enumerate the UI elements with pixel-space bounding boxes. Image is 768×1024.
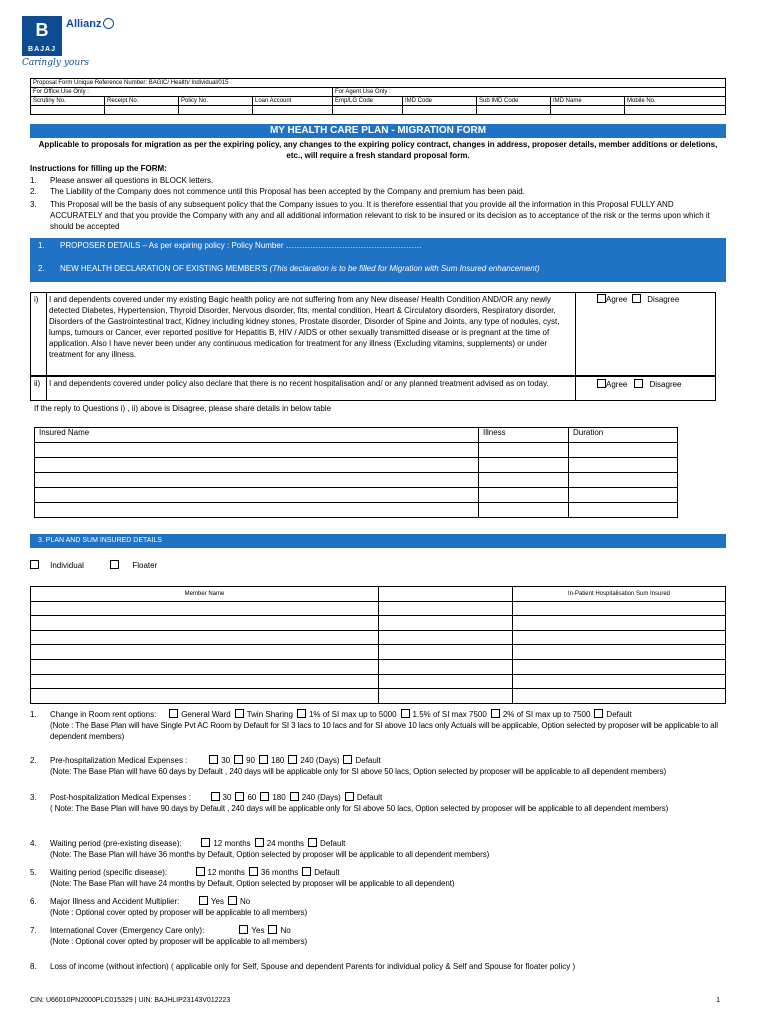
- ref-col-receipt: Receipt No.: [105, 97, 179, 106]
- disagree-label: Disagree: [649, 380, 682, 389]
- option-checkbox[interactable]: [302, 867, 311, 876]
- table-row: [35, 458, 678, 473]
- instructions-heading: Instructions for filling up the FORM:: [30, 164, 167, 173]
- option-checkbox[interactable]: [343, 755, 352, 764]
- section-3-bar: 3. PLAN AND SUM INSURED DETAILS: [30, 534, 726, 548]
- ref-col-policy: Policy No.: [179, 97, 253, 106]
- agent-use-label: For Agent Use Only :: [333, 88, 726, 97]
- ref-col-loan: Loan Account: [253, 97, 333, 106]
- logo-letter: B: [35, 20, 49, 40]
- option-checkbox[interactable]: [297, 709, 306, 718]
- table-row: [31, 630, 726, 645]
- individual-label: Individual: [50, 561, 84, 570]
- col-illness: Illness: [479, 428, 569, 443]
- office-use-label: For Office Use Only :: [31, 88, 333, 97]
- question-post-hospitalization: 3. Post-hospitalization Medical Expenses : 30 60 180 240 (Days) Default ( Note: The Base Plan will have 90 days by Default , 240 days will be applicable only for SI above 50 lacs, Option selected by proposer will be applicable to all dependent members): [30, 792, 730, 814]
- col-insured-name: Insured Name: [35, 428, 479, 443]
- table-row: [31, 689, 726, 704]
- no-checkbox[interactable]: [268, 925, 277, 934]
- question-label: Loss of income (without infection) ( applicable only for Self, Spouse and dependent Parents for individual policy & Self and Spouse for floater policy ): [50, 962, 576, 971]
- ref-col-subimd: Sub IMD Code: [477, 97, 551, 106]
- question-note: (Note : The Base Plan will have Single Pvt AC Room by Default for SI 3 lacs to 10 lacs and for SI above 10 lacs only Actuals will be applicable, Option selected by proposer will be applicable to all dependent members): [50, 721, 718, 741]
- option-checkbox[interactable]: [196, 867, 205, 876]
- question-pre-hospitalization: 2. Pre-hospitalization Medical Expenses : 30 90 180 240 (Days) Default (Note: The Base Plan will have 60 days by Default , 240 days will be applicable only for SI above 50 lacs, Option selected by proposer will be applicable to all dependent members): [30, 755, 730, 777]
- question-label: Waiting period (pre-existing disease):: [50, 839, 182, 848]
- floater-label: Floater: [132, 561, 158, 570]
- declaration-i: [30, 292, 716, 376]
- table-row: [35, 488, 678, 503]
- yes-checkbox[interactable]: [239, 925, 248, 934]
- table-row: [35, 503, 678, 518]
- member-table: [30, 586, 726, 704]
- agree-checkbox[interactable]: [597, 294, 606, 303]
- instruction-item: 3. This Proposal will be the basis of any subsequent policy that the Company issues to you. It is therefore essential that you provide all the information in this Proposal FULLY AND ACCURATELY and that you provide the Company with any and all additional information relevant to risk to be insured or its decision as to acceptance of the risk or the terms upon which it should be accepted: [30, 200, 710, 231]
- option-checkbox[interactable]: [345, 792, 354, 801]
- individual-option: [30, 560, 84, 570]
- declaration-number: i): [34, 295, 39, 304]
- option-checkbox[interactable]: [234, 755, 243, 764]
- instruction-item: 2. The Liability of the Company does not commence until this Proposal has been accepted by the Company and premium has been paid.: [30, 187, 525, 196]
- agree-label: Agree: [606, 295, 628, 304]
- option-checkbox[interactable]: [235, 792, 244, 801]
- insured-details-table: [34, 427, 678, 518]
- table-row: [31, 645, 726, 660]
- option-checkbox[interactable]: [259, 755, 268, 764]
- section-1-proposer: 1. PROPOSER DETAILS – As per expiring policy : Policy Number ……………………………………………: [38, 241, 422, 250]
- table-row: [35, 443, 678, 458]
- question-label: Major Illness and Accident Multiplier:: [50, 897, 180, 906]
- individual-checkbox[interactable]: [30, 560, 39, 569]
- declaration-ii: [30, 376, 716, 401]
- option-checkbox[interactable]: [290, 792, 299, 801]
- allianz-text: Allianz: [66, 18, 102, 30]
- option-checkbox[interactable]: [594, 709, 603, 718]
- table-row: [31, 616, 726, 631]
- bajaj-logo: [22, 16, 62, 56]
- question-loss-of-income: 8. Loss of income (without infection) ( applicable only for Self, Spouse and dependent Parents for individual policy & Self and Spouse for floater policy ): [30, 961, 730, 972]
- reply-note: If the reply to Questions i) , ii) above is Disagree, please share details in below table: [34, 404, 332, 413]
- option-checkbox[interactable]: [401, 709, 410, 718]
- question-international: 7. International Cover (Emergency Care only): Yes No (Note : Optional cover opted by proposer will be applicable to all members): [30, 925, 730, 947]
- allianz-eagle-icon: [103, 18, 114, 29]
- form-title: MY HEALTH CARE PLAN - MIGRATION FORM: [30, 124, 726, 138]
- option-checkbox[interactable]: [169, 709, 178, 718]
- ref-col-imdname: IMD Name: [551, 97, 625, 106]
- option-checkbox[interactable]: [255, 838, 264, 847]
- disagree-checkbox[interactable]: [634, 379, 643, 388]
- sections-1-2-bar: [30, 238, 726, 282]
- col-duration: Duration: [569, 428, 678, 443]
- declaration-text: I and dependents covered under my existing Bagic health policy are not suffering from any New disease/ Health Condition AND/OR any newly detected Diabetes, Hypertension, Thyroid Disorder, Nervous disorder, fits, mental condition, Heart & Circulatory disorders, Respiratory disorder, Disorders of the Gastrointestinal tract, Kidney including kidney stones, Prostate disorder, Disorder of Spine and Joints, any type of nodules, cyst, lumps, tumours or Cancer, ever reported positive for Hepatitis B, HIV / AIDS or other sexually transmitted disease or is pregnant at the time of application. Also I have never been under any continuous medication for treatment for any illness (Excluding vitamins, supplements) or under treatment for any illness.: [49, 295, 560, 359]
- question-note: (Note: The Base Plan will have 24 months by Default, Option selected by proposer will be applicable to all dependent): [50, 879, 455, 888]
- question-note: (Note : Optional cover opted by proposer will be applicable to all members): [50, 908, 308, 917]
- question-multiplier: 6. Major Illness and Accident Multiplier: Yes No (Note : Optional cover opted by proposer will be applicable to all members): [30, 896, 730, 918]
- no-checkbox[interactable]: [228, 896, 237, 905]
- ref-col-emp: Emp/LG Code: [333, 97, 403, 106]
- option-checkbox[interactable]: [260, 792, 269, 801]
- col-sum-insured: In-Patient Hospitalisation Sum Insured: [513, 587, 726, 602]
- section-2-declaration: 2. NEW HEALTH DECLARATION OF EXISTING MEMBER'S (This declaration is to be filled for Migration with Sum Insured enhancement): [38, 264, 540, 273]
- ref-col-mobile: Mobile No.: [625, 97, 726, 106]
- declaration-number: ii): [34, 379, 41, 388]
- ref-col-imd: IMD Code: [403, 97, 477, 106]
- question-label: Pre-hospitalization Medical Expenses :: [50, 756, 188, 765]
- floater-option: [110, 560, 157, 570]
- declaration-text: I and dependents covered under policy also declare that there is no recent hospitalisation and/ or any planned treatment advised as on today.: [49, 379, 549, 388]
- yes-checkbox[interactable]: [199, 896, 208, 905]
- footer-cin: CIN: U66010PN2000PLC015329 | UIN: BAJHLIP23143V012223: [30, 997, 231, 1004]
- table-row: [35, 473, 678, 488]
- question-room-rent: 1. Change in Room rent options: General Ward Twin Sharing 1% of SI max up to 5000 1.5% of SI max 7500 2% of SI max up to 7500 Default (Note : The Base Plan will have Single Pvt AC Room by Default for SI 3 lacs to 10 lacs and for SI above 10 lacs only Actuals will be applicable, Option selected by proposer will be applicable to all dependent members): [30, 709, 730, 742]
- question-label: Change in Room rent options:: [50, 710, 157, 719]
- option-checkbox[interactable]: [308, 838, 317, 847]
- question-note: (Note: The Base Plan will have 36 months by Default, Option selected by proposer will be applicable to all dependent members): [50, 850, 490, 859]
- floater-checkbox[interactable]: [110, 560, 119, 569]
- col-blank: [379, 587, 513, 602]
- option-checkbox[interactable]: [288, 755, 297, 764]
- allianz-logo: [66, 18, 114, 30]
- option-checkbox[interactable]: [235, 709, 244, 718]
- option-checkbox[interactable]: [491, 709, 500, 718]
- col-member-name: Member Name: [31, 587, 379, 602]
- question-note: (Note : Optional cover opted by proposer will be applicable to all members): [50, 937, 308, 946]
- reference-number: Proposal Form Unique Reference Number: BAGIC/ Health/ Individual/015: [31, 79, 726, 88]
- question-label: Post-hospitalization Medical Expenses :: [50, 793, 191, 802]
- option-checkbox[interactable]: [211, 792, 220, 801]
- instruction-item: 1. Please answer all questions in BLOCK letters.: [30, 176, 214, 185]
- disagree-checkbox[interactable]: [632, 294, 641, 303]
- option-checkbox[interactable]: [201, 838, 210, 847]
- question-label: International Cover (Emergency Care only):: [50, 926, 205, 935]
- logo-word: BAJAJ: [28, 46, 56, 53]
- question-ped-waiting: 4. Waiting period (pre-existing disease): 12 months 24 months Default (Note: The Base Plan will have 36 months by Default, Option selected by proposer will be applicable to all dependent members): [30, 838, 730, 860]
- question-note: (Note: The Base Plan will have 60 days by Default , 240 days will be applicable only for SI above 50 lacs, Option selected by proposer will be applicable to all dependent members): [50, 767, 667, 776]
- question-note: ( Note: The Base Plan will have 90 days by Default , 240 days will be applicable only for SI above 50 lacs, Option selected by proposer will be applicable to all dependent members): [50, 804, 669, 813]
- tagline: Caringly yours: [22, 58, 90, 68]
- agree-checkbox[interactable]: [597, 379, 606, 388]
- question-label: Waiting period (specific disease):: [50, 868, 168, 877]
- table-row: [31, 659, 726, 674]
- question-specific-waiting: 5. Waiting period (specific disease): 12 months 36 months Default (Note: The Base Plan will have 24 months by Default, Option selected by proposer will be applicable to all dependent): [30, 867, 730, 889]
- page-number: 1: [716, 997, 720, 1004]
- table-row: [31, 601, 726, 616]
- option-checkbox[interactable]: [249, 867, 258, 876]
- applicable-note: Applicable to proposals for migration as per the expiring policy, any changes to the expiring policy contract, changes in address, proposer details, member additions or deletions, etc., will require a fresh standard proposal form.: [38, 140, 718, 160]
- option-checkbox[interactable]: [209, 755, 218, 764]
- table-row: [31, 674, 726, 689]
- ref-col-scrutiny: Scrutiny No.: [31, 97, 105, 106]
- agree-label: Agree: [606, 380, 628, 389]
- reference-table: [30, 78, 726, 115]
- disagree-label: Disagree: [647, 295, 680, 304]
